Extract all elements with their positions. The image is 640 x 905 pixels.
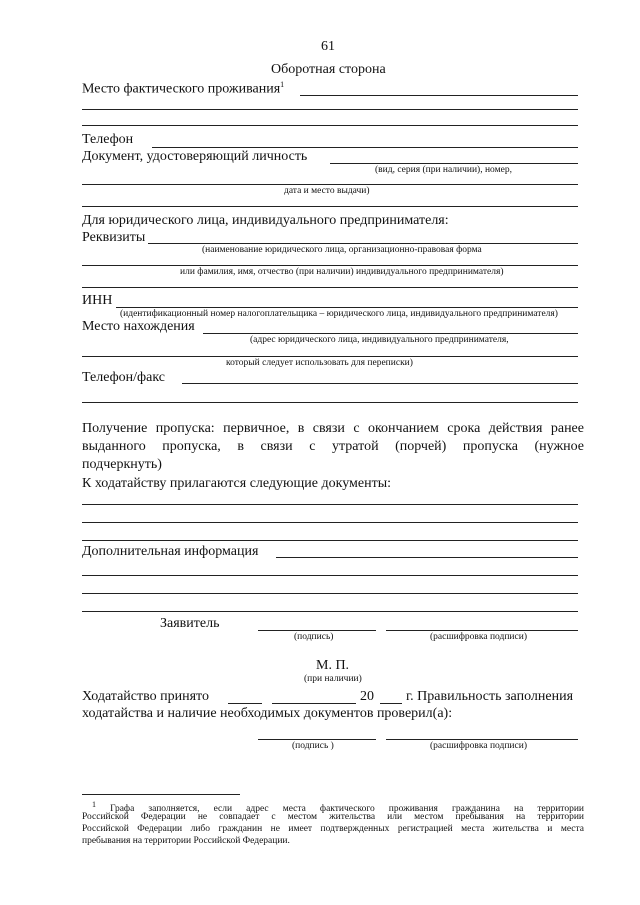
residence-input-line-3[interactable] xyxy=(82,125,578,126)
attachments-input-line-2[interactable] xyxy=(82,522,578,523)
additional-info-input-line-1[interactable] xyxy=(276,557,578,558)
page-number: 61 xyxy=(321,39,335,54)
acceptance-prefix: Ходатайство принято xyxy=(82,689,209,704)
location-input-line-2[interactable] xyxy=(82,356,578,357)
location-hint-1: (адрес юридического лица, индивидуального предпринимателя, xyxy=(250,335,509,345)
requisites-input-line-2[interactable] xyxy=(82,265,578,266)
additional-info-input-line-3[interactable] xyxy=(82,593,578,594)
phone-fax-input-line-2[interactable] xyxy=(82,402,578,403)
phone-input-line[interactable] xyxy=(152,147,578,148)
phone-fax-label: Телефон/факс xyxy=(82,370,166,385)
footnote-line-1-text: Графа заполняется, если адрес места фактического проживания гражданина на территории xyxy=(110,804,584,815)
footnote-line-2: Российской Федерации не совпадает с местом жительства или местом пребывания на территории xyxy=(82,812,584,822)
identity-doc-input-line-3[interactable] xyxy=(82,206,578,207)
acceptance-decoding-line[interactable] xyxy=(386,739,578,740)
attachments-label: К ходатайству прилагаются следующие документы: xyxy=(82,476,392,491)
acceptance-signature-hint: (подпись ) xyxy=(292,741,334,751)
pass-receipt-line-1: Получение пропуска: первичное, в связи с окончанием срока действия ранее xyxy=(82,421,584,436)
location-input-line-1[interactable] xyxy=(203,333,578,334)
requisites-input-line-3[interactable] xyxy=(82,287,578,288)
residence-label-text: Место фактического проживания xyxy=(82,81,281,97)
acceptance-decoding-hint: (расшифровка подписи) xyxy=(430,741,527,751)
identity-doc-input-line-1[interactable] xyxy=(330,163,578,164)
requisites-input-line-1[interactable] xyxy=(148,243,578,244)
acceptance-suffix: г. Правильность заполнения xyxy=(406,689,574,704)
applicant-decoding-hint: (расшифровка подписи) xyxy=(430,632,527,642)
inn-label: ИНН xyxy=(82,293,113,308)
inn-input-line[interactable] xyxy=(116,307,578,308)
acceptance-month-line[interactable] xyxy=(272,703,356,704)
applicant-signature-hint: (подпись) xyxy=(294,632,334,642)
pass-receipt-line-2: выданного пропуска, в связи с утратой (порчей) пропуска (нужное xyxy=(82,439,584,454)
identity-doc-label: Документ, удостоверяющий личность xyxy=(82,149,308,164)
identity-doc-input-line-2[interactable] xyxy=(82,184,578,185)
location-label: Место нахождения xyxy=(82,319,195,334)
applicant-label: Заявитель xyxy=(160,616,220,631)
footnote-line-4: пребывания на территории Российской Федерации. xyxy=(82,836,290,846)
applicant-signature-line[interactable] xyxy=(258,630,376,631)
acceptance-signature-line[interactable] xyxy=(258,739,376,740)
identity-doc-hint-1: (вид, серия (при наличии), номер, xyxy=(375,165,512,175)
stamp-hint: (при наличии) xyxy=(304,674,362,684)
requisites-hint-2: или фамилия, имя, отчество (при наличии) индивидуального предпринимателя) xyxy=(180,267,504,277)
acceptance-year-prefix: 20 xyxy=(360,689,374,704)
acceptance-day-line[interactable] xyxy=(228,703,262,704)
attachments-input-line-3[interactable] xyxy=(82,540,578,541)
acceptance-line-2: ходатайства и наличие необходимых документов проверил(а): xyxy=(82,706,453,721)
footnote-ref-mark: 1 xyxy=(92,800,96,809)
attachments-input-line-1[interactable] xyxy=(82,504,578,505)
footnote-mark: 1 xyxy=(280,80,285,89)
footnote-line-3: Российской Федерации либо гражданин не имеет подтвержденных регистрацией места жительства и места xyxy=(82,824,584,834)
residence-input-line-2[interactable] xyxy=(82,109,578,110)
additional-info-label: Дополнительная информация xyxy=(82,544,259,559)
residence-input-line-1[interactable] xyxy=(300,95,578,96)
pass-receipt-line-3: подчеркнуть) xyxy=(82,457,162,472)
stamp-label: М. П. xyxy=(316,658,350,673)
footnote-separator xyxy=(82,794,240,795)
identity-doc-hint-2: дата и место выдачи) xyxy=(284,186,370,196)
requisites-hint-1: (наименование юридического лица, организационно-правовая форма xyxy=(202,245,482,255)
phone-fax-input-line-1[interactable] xyxy=(182,383,578,384)
legal-entity-heading: Для юридического лица, индивидуального предпринимателя: xyxy=(82,213,449,228)
location-hint-2: который следует использовать для переписки) xyxy=(226,358,413,368)
additional-info-input-line-2[interactable] xyxy=(82,575,578,576)
requisites-label: Реквизиты xyxy=(82,230,146,245)
residence-label xyxy=(82,81,284,97)
acceptance-year-line[interactable] xyxy=(380,703,402,704)
page-heading: Оборотная сторона xyxy=(271,62,386,77)
applicant-decoding-line[interactable] xyxy=(386,630,578,631)
inn-hint: (идентификационный номер налогоплательщика – юридического лица, индивидуального предпринимателя) xyxy=(120,309,558,319)
phone-label: Телефон xyxy=(82,132,134,147)
additional-info-input-line-4[interactable] xyxy=(82,611,578,612)
